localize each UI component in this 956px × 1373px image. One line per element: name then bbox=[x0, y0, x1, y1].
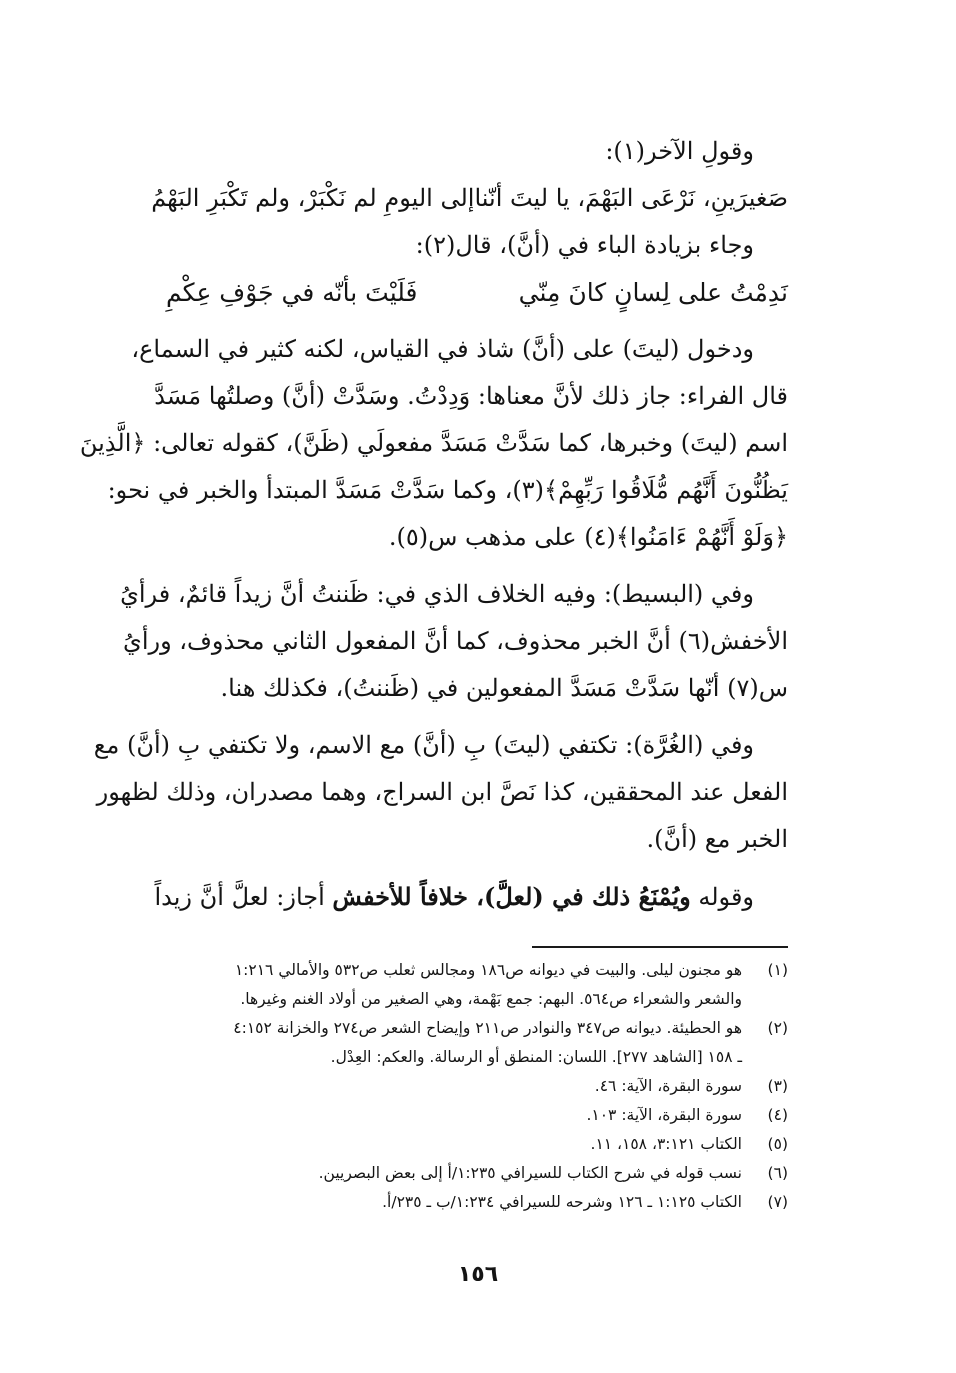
footnote-number: (٧) bbox=[767, 1193, 788, 1211]
text-segment: وقوله bbox=[698, 883, 754, 911]
verse-2 bbox=[166, 269, 788, 316]
footnote-number: (٤) bbox=[767, 1106, 788, 1124]
footnotes bbox=[166, 956, 788, 1217]
page-number: ١٥٦ bbox=[457, 1262, 499, 1287]
footnote-number: (٥) bbox=[767, 1135, 788, 1153]
verse-1-first-hemistich: صَغيرَينِ، نَرْعَى البَهْمَ، يا ليتَ أنّنا bbox=[474, 184, 788, 212]
footnote-1 bbox=[166, 956, 788, 1014]
footnote-body bbox=[166, 956, 742, 1014]
intro-line-1 bbox=[166, 128, 788, 175]
paragraph-4 bbox=[154, 873, 788, 921]
main-text bbox=[79, 128, 788, 921]
text-segment: أجاز: لعلَّ أنَّ زيداً bbox=[154, 883, 325, 911]
footnote-4 bbox=[166, 1101, 788, 1130]
footnote-body bbox=[166, 1188, 742, 1217]
verse-1 bbox=[151, 175, 788, 222]
text-line: الخبر مع (أنَّ). bbox=[646, 825, 788, 853]
intro-line-2 bbox=[166, 222, 788, 269]
text-line: وجاء بزيادة الباء في (أنَّ)، قال(٢): bbox=[415, 231, 754, 259]
footnote-line: الكتاب ١:١٢٥ ـ ١٢٦ وشرحه للسيرافي ١:٢٣٤/ب ـ ٢٣٥/أ. bbox=[382, 1193, 742, 1211]
text-line: قال الفراء: جاز ذلك لأنَّ معناها: وَدِدْتُ. وسَدَّتْ (أنَّ) وصلتُها مَسَدَّ bbox=[154, 382, 788, 410]
footnote-7 bbox=[166, 1188, 788, 1217]
footnote-number: (٢) bbox=[767, 1019, 788, 1037]
text-line: الأخفش(٦) أنَّ الخبر محذوف، كما أنَّ المفعول الثاني محذوف، ورأيُ bbox=[123, 627, 788, 655]
text-line: الفعل عند المحققين، كذا نَصَّ ابن السراج، وهما مصدران، وذلك لظهور bbox=[96, 778, 788, 806]
footnote-body bbox=[166, 1130, 742, 1159]
footnote-body bbox=[166, 1014, 742, 1072]
verse-2-first-hemistich: نَدِمْتُ على لِسانٍ كانَ مِنّي bbox=[518, 278, 788, 307]
footnote-number: (٣) bbox=[767, 1077, 788, 1095]
paragraph-2 bbox=[120, 571, 788, 712]
footnote-6 bbox=[166, 1159, 788, 1188]
footnote-line: سورة البقرة، الآية: ٤٦. bbox=[594, 1077, 742, 1095]
footnote-line: الكتاب ٣:١٢١، ١٥٨، ١١. bbox=[590, 1135, 742, 1153]
text-line: وفي (البسيط): وفيه الخلاف الذي في: ظَننتُ أنَّ زيداً قائمٌ، فرأيُ bbox=[120, 580, 754, 608]
footnote-body bbox=[166, 1159, 742, 1188]
verse-2-second-hemistich: فَلَيْتَ بأنّه في جَوْفِ عِكْمِ bbox=[166, 278, 418, 307]
text-line: يَظُنُّونَ أَنَّهُم مُّلَاقُوا رَبِّهِمْ﴾(٣)، وكما سَدَّتْ مَسَدَّ المبتدأ والخبر في نحو: bbox=[107, 476, 788, 504]
text-line bbox=[154, 873, 788, 921]
footnote-2 bbox=[166, 1014, 788, 1072]
footnote-line: هو مجنون ليلى. والبيت في ديوانه ص١٨٦ ومجالس ثعلب ص٥٣٢ والأمالي ١:٢١٦ bbox=[234, 961, 742, 979]
footnote-number: (٦) bbox=[767, 1164, 788, 1182]
footnote-line: نسب قوله في شرح الكتاب للسيرافي ١:٢٣٥/أ إلى بعض البصريين. bbox=[318, 1164, 742, 1182]
footnote-separator bbox=[532, 946, 788, 948]
text-line: س(٧) أنّها سَدَّتْ مَسَدَّ المفعولين في (ظَننتُ)، فكذلك هنا. bbox=[220, 674, 788, 702]
paragraph-3 bbox=[93, 722, 788, 863]
footnote-line: سورة البقرة، الآية: ١٠٣. bbox=[586, 1106, 742, 1124]
text-line: وقولِ الآخر(١): bbox=[605, 137, 754, 165]
text-line: اسم (ليتَ) وخبرها، كما سَدَّتْ مَسَدَّ مفعولَي (ظَنَّ)، كقوله تعالى: ﴿الَّذِينَ bbox=[79, 429, 788, 457]
verse-1-second-hemistich: إلى اليومِ لم نَكْبَرْ، ولم تَكْبَرِ البَهْمُ bbox=[151, 184, 475, 212]
paragraph-1 bbox=[79, 326, 788, 561]
text-line: ودخول (ليتَ) على (أنَّ) شاذ في القياس، لكنه كثير في السماع، bbox=[131, 335, 754, 363]
footnote-line: ـ ١٥٨ [الشاهد ٢٧٧]. اللسان: المنطق أو الرسالة. والعكم: العِدْل. bbox=[330, 1048, 742, 1066]
footnote-3 bbox=[166, 1072, 788, 1101]
text-line: ﴿وَلَوْ أَنَّهُمْ ءَامَنُوا﴾(٤) على مذهب س(٥). bbox=[388, 523, 788, 551]
footnote-body bbox=[166, 1072, 742, 1101]
footnote-line: هو الحطيئة. ديوانه ص٣٤٧ والنوادر ص٢١١ وإيضاح الشعر ص٢٧٤ والخزانة ٤:١٥٢ bbox=[233, 1019, 742, 1037]
footnote-body bbox=[166, 1101, 742, 1130]
footnote-5 bbox=[166, 1130, 788, 1159]
quoted-phrase: ويُمْنَعُ ذلك في (لعلَّ)، خلافاً للأخفش bbox=[332, 882, 691, 911]
footnote-number: (١) bbox=[767, 961, 788, 979]
footnote-line: والشعر والشعراء ص٥٦٤. البهم: جمع بَهْمة، وهي الصغير من أولاد الغنم وغيرها. bbox=[240, 990, 742, 1008]
text-line: وفي (الغُرَّة): تكتفي (ليتَ) بِ (أنَّ) مع الاسم، ولا تكتفي بِ (أنَّ) مع bbox=[93, 731, 754, 759]
